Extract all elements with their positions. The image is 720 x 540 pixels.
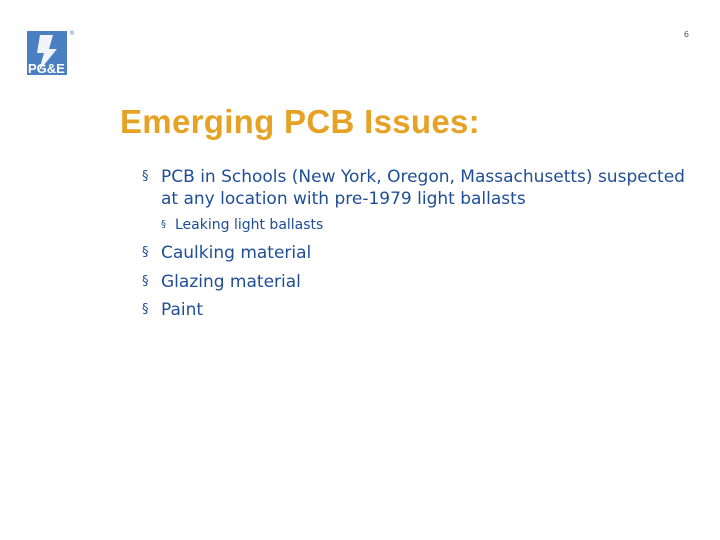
logo-text: PG&E (28, 61, 65, 76)
bullet-glyph: § (142, 273, 149, 289)
sub-list-item (160, 216, 701, 234)
pge-logo-icon (27, 27, 75, 77)
list-item (141, 166, 701, 210)
bullet-glyph: § (161, 219, 166, 230)
list-item-text: Glazing material (161, 271, 301, 292)
bullet-list (141, 166, 701, 325)
list-item-text: Leaking light ballasts (175, 217, 324, 233)
list-item (141, 268, 701, 297)
slide-title: Emerging PCB Issues: (120, 103, 480, 140)
bullet-glyph: § (142, 245, 149, 260)
bullet-glyph: § (142, 169, 149, 184)
registered-mark: ® (69, 30, 75, 37)
pge-logo (27, 27, 75, 77)
slide-number: 6 (683, 30, 689, 39)
list-item-text: Paint (161, 300, 204, 320)
list-item-text: PCB in Schools (New York, Oregon, Massachusetts) suspected at any location with pre-1979 light ballasts (161, 167, 685, 209)
list-item (141, 239, 701, 268)
list-item (141, 296, 701, 325)
list-item-text: Caulking material (161, 243, 312, 263)
bullet-glyph: § (142, 302, 149, 317)
